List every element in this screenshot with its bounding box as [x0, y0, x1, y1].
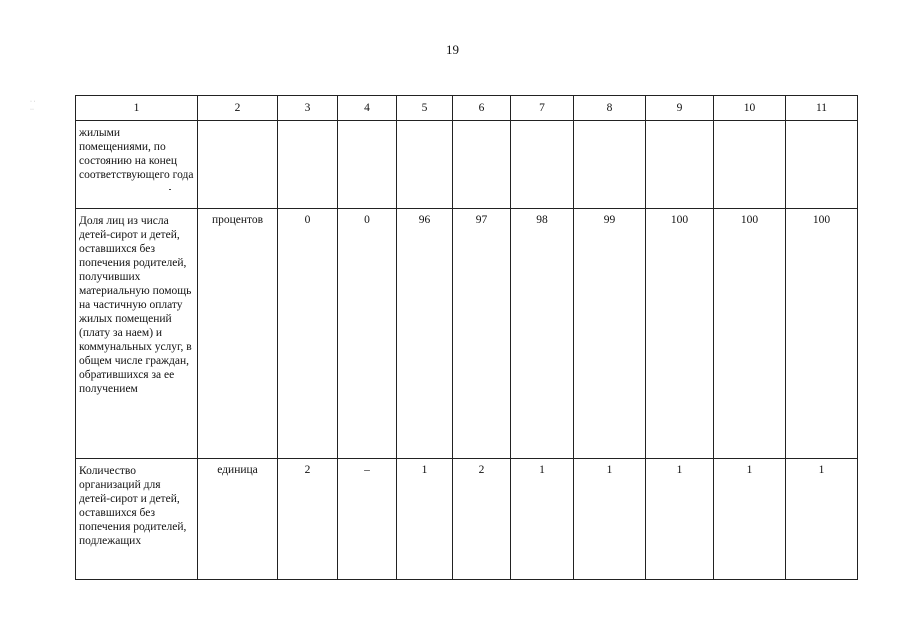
value-cell — [397, 121, 453, 209]
value-cell — [338, 121, 397, 209]
value-cell: 100 — [646, 209, 714, 459]
column-header: 4 — [338, 96, 397, 121]
value-cell — [453, 121, 511, 209]
unit-cell: единица — [198, 459, 278, 580]
value-cell: – — [338, 459, 397, 580]
value-cell: 97 — [453, 209, 511, 459]
value-cell: 1 — [786, 459, 858, 580]
value-cell: 96 — [397, 209, 453, 459]
table-header-row — [76, 96, 858, 121]
column-header: 2 — [198, 96, 278, 121]
value-cell: 100 — [714, 209, 786, 459]
value-cell — [646, 121, 714, 209]
value-cell: 1 — [574, 459, 646, 580]
value-cell: 0 — [278, 209, 338, 459]
value-cell: 1 — [511, 459, 574, 580]
column-header: 9 — [646, 96, 714, 121]
indicator-name: жилыми помещениями, по состоянию на конец соответствующего года — [76, 121, 198, 209]
value-cell — [786, 121, 858, 209]
indicator-name: Количество организаций для детей-сирот и детей, оставшихся без попечения родителей, подлежащих — [76, 459, 198, 580]
value-cell: 0 — [338, 209, 397, 459]
value-cell: 99 — [574, 209, 646, 459]
value-cell: 100 — [786, 209, 858, 459]
column-header: 6 — [453, 96, 511, 121]
column-header: 7 — [511, 96, 574, 121]
table-row — [76, 459, 858, 580]
value-cell: 2 — [453, 459, 511, 580]
unit-cell — [198, 121, 278, 209]
value-cell: 1 — [397, 459, 453, 580]
column-header: 5 — [397, 96, 453, 121]
value-cell: 98 — [511, 209, 574, 459]
value-cell — [714, 121, 786, 209]
column-header: 3 — [278, 96, 338, 121]
unit-cell: процентов — [198, 209, 278, 459]
page-number: 19 — [446, 42, 459, 57]
column-header: 11 — [786, 96, 858, 121]
value-cell: 1 — [714, 459, 786, 580]
column-header: 1 — [76, 96, 198, 121]
margin-scan-mark: · · ·· — [30, 99, 36, 113]
indicator-name: Доля лиц из числа детей-сирот и детей, оставшихся без попечения родителей, получивших материальную помощь на частичную оплату жилых помещений (плату за наем) и коммунальных услуг, в общем числе граждан, обратившихся за ее получением — [76, 209, 198, 459]
column-header: 8 — [574, 96, 646, 121]
value-cell: 2 — [278, 459, 338, 580]
value-cell — [574, 121, 646, 209]
data-table — [75, 95, 858, 580]
table-row — [76, 209, 858, 459]
value-cell: 1 — [646, 459, 714, 580]
value-cell — [278, 121, 338, 209]
value-cell — [511, 121, 574, 209]
table-row — [76, 121, 858, 209]
column-header: 10 — [714, 96, 786, 121]
